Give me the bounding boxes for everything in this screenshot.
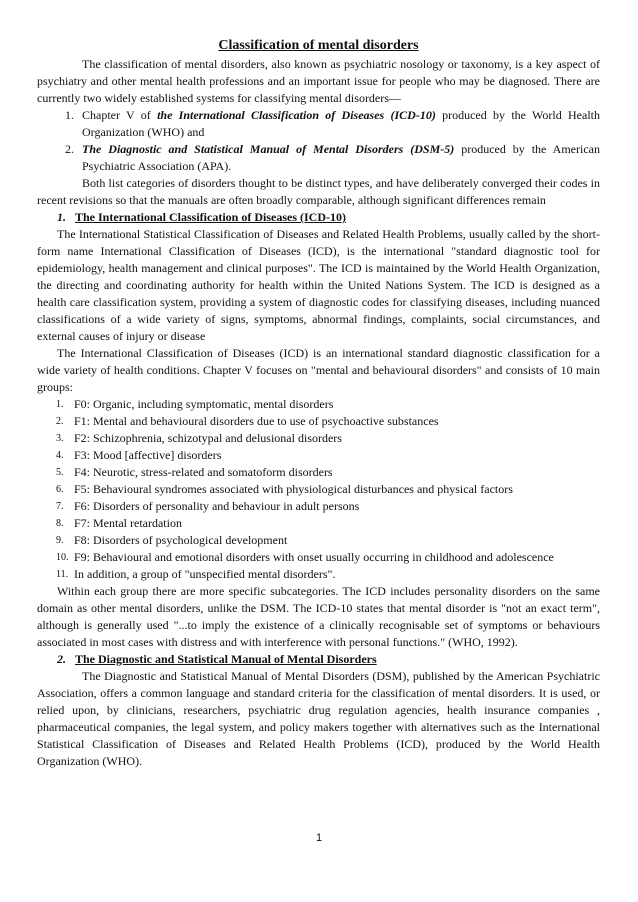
list-text: F4: Neurotic, stress-related and somatoform disorders (74, 465, 333, 479)
section-number: 2. (57, 652, 66, 666)
list-item (37, 515, 600, 532)
dsm-paragraph-1: The Diagnostic and Statistical Manual of Mental Disorders (DSM), published by the American Psychiatric Association, offers a common language and standard criteria for the classification of mental disorders. It is used, or relied upon, by clinicians, researchers, psychiatric drug regulation agencies, health insurance companies , pharmaceutical companies, the legal system, and policy makers together with alternatives such as the International Statistical Classification of Diseases and Related Health Problems (ICD), produced by the World Health Organization (WHO). (37, 669, 600, 768)
list-text: F5: Behavioural syndromes associated with physiological disturbances and physical factors (74, 482, 513, 496)
list-item (37, 464, 600, 481)
list-number: 2. (65, 142, 74, 156)
list-item (37, 549, 600, 566)
icd-paragraph-1: The International Statistical Classification of Diseases and Related Health Problems, usually called by the short-form name International Classification of Diseases (ICD), is the international "standard diagnostic tool for epidemiology, health management and clinical purposes". The ICD is maintained by the World Health Organization, the directing and coordinating authority for health within the United Nations System. The ICD is designed as a health care classification system, providing a system of diagnostic codes for classifying diseases, including nuanced classifications of a wide variety of signs, symptoms, abnormal findings, complaints, social circumstances, and external causes of injury or disease (37, 227, 600, 343)
list-item (37, 141, 600, 175)
section-number: 1. (57, 210, 66, 224)
list-item (37, 447, 600, 464)
list-number: 3. (56, 433, 64, 444)
page-title: Classification of mental disorders (218, 38, 419, 53)
list-number: 8. (56, 518, 64, 529)
list-item (37, 396, 600, 413)
list-text: F1: Mental and behavioural disorders due to use of psychoactive substances (74, 414, 439, 428)
list-number: 4. (56, 450, 64, 461)
both-paragraph: Both list categories of disorders thought to be distinct types, and have deliberately converged their codes in recent revisions so that the manuals are often broadly comparable, although significant differences remain (37, 176, 600, 207)
section-title: The International Classification of Diseases (ICD-10) (75, 210, 346, 224)
list-text: F0: Organic, including symptomatic, mental disorders (74, 397, 334, 411)
list-number: 7. (56, 501, 64, 512)
list-text: F8: Disorders of psychological development (74, 533, 288, 547)
list-item (37, 566, 600, 583)
list-number: 2. (56, 416, 64, 427)
list-text: Chapter V of (82, 108, 158, 122)
section-title: The Diagnostic and Statistical Manual of Mental Disorders (75, 652, 377, 666)
list-text: F3: Mood [affective] disorders (74, 448, 222, 462)
list-item (37, 430, 600, 447)
list-text: F7: Mental retardation (74, 516, 182, 530)
list-text: F2: Schizophrenia, schizotypal and delusional disorders (74, 431, 342, 445)
intro-paragraph: The classification of mental disorders, also known as psychiatric nosology or taxonomy, is a key aspect of psychiatry and other mental health professions and an important issue for people who may be diagnosed. There are currently two widely established systems for classifying mental disorders— (37, 57, 600, 105)
list-number: 10. (56, 552, 69, 563)
list-text: produced by the American Psychiatric Association (APA). (82, 142, 600, 173)
list-number: 1. (65, 108, 74, 122)
icd-groups-list (37, 396, 600, 583)
list-text: produced by the World Health Organization (WHO) and (82, 108, 601, 139)
list-number: 1. (56, 399, 64, 410)
list-item (37, 498, 600, 515)
list-text: F9: Behavioural and emotional disorders with onset usually occurring in childhood and adolescence (74, 550, 554, 564)
list-number: 5. (56, 467, 64, 478)
list-number: 11. (56, 569, 69, 580)
list-item (37, 413, 600, 430)
list-item (37, 107, 600, 141)
page-number: 1 (315, 832, 323, 844)
list-text: In addition, a group of "unspecified mental disorders". (74, 567, 336, 581)
section-heading-icd (37, 209, 600, 226)
list-text: F6: Disorders of personality and behaviour in adult persons (74, 499, 360, 513)
icd-paragraph-3: Within each group there are more specific subcategories. The ICD includes personality disorders on the same domain as other mental disorders, unlike the DSM. The ICD-10 states that mental disorder is "not an exact term", although is generally used "...to imply the existence of a clinically recognisable set of symptoms or behaviours associated in most cases with distress and with interference with personal functions." (WHO, 1992). (37, 584, 600, 649)
list-emphasis: The Diagnostic and Statistical Manual of Mental Disorders (DSM-5) (82, 142, 455, 156)
list-emphasis: the International Classification of Diseases (ICD-10) (157, 108, 436, 122)
icd-paragraph-2: The International Classification of Diseases (ICD) is an international standard diagnostic classification for a wide variety of health conditions. Chapter V focuses on "mental and behavioural disorders" and consists of 10 main groups: (37, 346, 600, 394)
list-item (37, 532, 600, 549)
list-item (37, 481, 600, 498)
list-number: 6. (56, 484, 64, 495)
section-heading-dsm (37, 651, 600, 668)
list-number: 9. (56, 535, 64, 546)
systems-list (37, 107, 600, 175)
